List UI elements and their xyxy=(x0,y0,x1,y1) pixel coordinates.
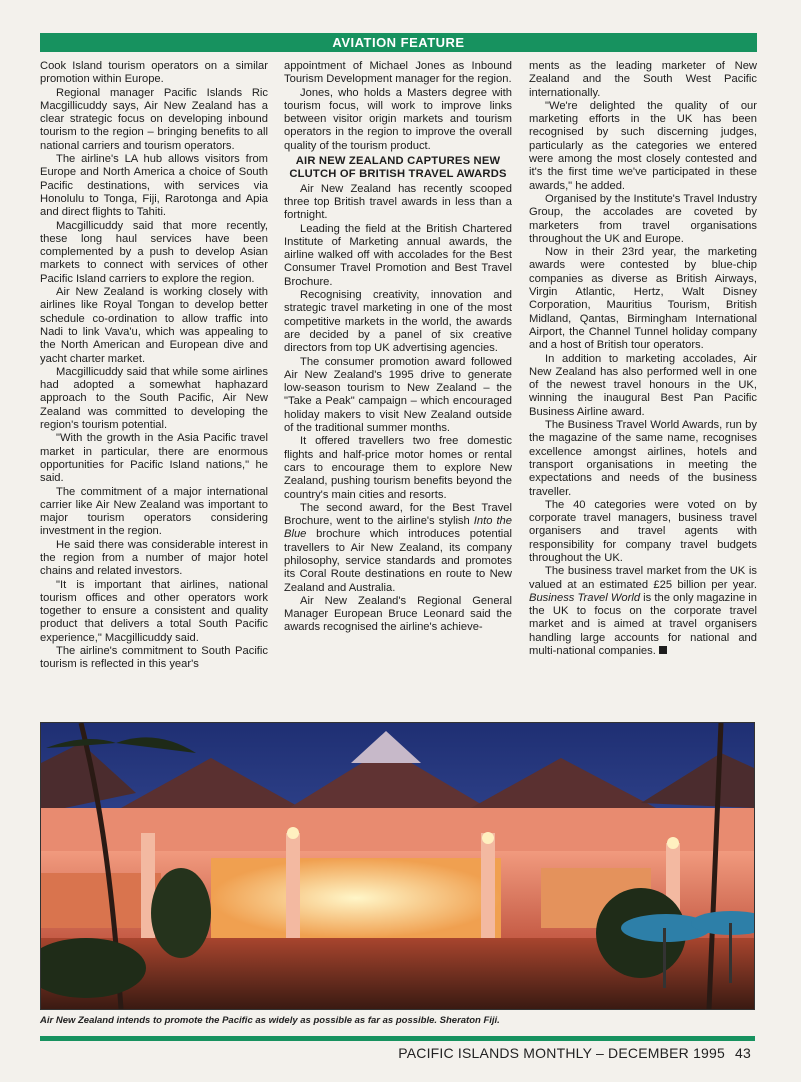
paragraph: Macgillicuddy said that more recently, these long haul services have been complemented by a push to develop Asian markets to connect with services of other Pacific Island carriers to explore the region. xyxy=(40,219,268,285)
paragraph: Air New Zealand has recently scooped three top British travel awards in less than a fortnight. xyxy=(284,182,512,222)
text-run: The business travel market from the UK is valued at an estimated £25 billion per year. xyxy=(529,565,757,591)
paragraph: Now in their 23rd year, the marketing awards were contested by blue-chip companies as diverse as British Airways, Virgin Atlantic, Hertz, Walt Disney Corporation, Mauritius Tourism, British Midland, Qantas, Birmingham International Airport, the Channel Tunnel holiday company and a host of British tour operators. xyxy=(529,246,757,352)
article-column-2 xyxy=(284,60,512,635)
text-run: brochure which introduces potential travellers to Air New Zealand, its company philosophy, service standards and promotes its Coral Route destinations en route to New Zealand and Australia. xyxy=(284,528,512,594)
paragraph: appointment of Michael Jones as Inbound Tourism Development manager for the region. xyxy=(284,60,512,86)
page-number: 43 xyxy=(735,1045,751,1061)
article-column-1 xyxy=(40,60,268,672)
subheading: AIR NEW ZEALAND CAPTURES NEW CLUTCH OF BRITISH TRAVEL AWARDS xyxy=(289,155,507,181)
paragraph: Organised by the Institute's Travel Industry Group, the accolades are coveted by marketers from travel organisations throughout the UK and Europe. xyxy=(529,192,757,245)
paragraph: "It is important that airlines, national tourism offices and other operators work together to ensure a consistent and quality product that delivers a total South Pacific experience," Macgillicuddy said. xyxy=(40,578,268,644)
paragraph: In addition to marketing accolades, Air New Zealand has also performed well in one of the newest travel honours in the UK, winning the inaugural Best Pan Pacific Business Airline award. xyxy=(529,352,757,418)
paragraph: "We're delighted the quality of our marketing efforts in the UK has been recognised by such discerning judges, particularly as the categories we entered were among the most closely contested and it's the first time we've participated in these awards," he added. xyxy=(529,99,757,192)
paragraph: "With the growth in the Asia Pacific travel market in particular, there are enormous opportunities for Pacific Island nations," he said. xyxy=(40,432,268,485)
paragraph: Recognising creativity, innovation and strategic travel marketing in one of the most competitive markets in the world, the awards are decided by a panel of six creative directors from top UK advertising agencies. xyxy=(284,289,512,355)
paragraph: Air New Zealand is working closely with airlines like Royal Tongan to develop better schedule co-ordination to allow traffic into Nadi to link Vava'u, which was appealing to the North American and European dive and yacht charter market. xyxy=(40,286,268,365)
paragraph: Air New Zealand's Regional General Manager European Bruce Leonard said the awards recognised the airline's achieve- xyxy=(284,594,512,634)
article-column-3 xyxy=(529,60,757,658)
paragraph: Jones, who holds a Masters degree with tourism focus, will work to improve links between visitor origin markets and tourism operators in the region to improve the overall quality of the tourism product. xyxy=(284,86,512,152)
paragraph: ments as the leading marketer of New Zealand and the South West Pacific internationally. xyxy=(529,60,757,99)
paragraph: Regional manager Pacific Islands Ric Macgillicuddy says, Air New Zealand has a clear strategic focus on developing inbound tourism to the region – bringing benefits to all national carriers and tourism operators. xyxy=(40,86,268,152)
paragraph: The airline's commitment to South Pacific tourism is reflected in this year's xyxy=(40,645,268,671)
magazine-title: Business Travel World xyxy=(529,591,641,604)
paragraph: The consumer promotion award followed Air New Zealand's 1995 drive to generate low-season tourism to New Zealand – the "Take a Peak" campaign – which encouraged holiday makers to visit New Zealand outside of the traditional summer months. xyxy=(284,355,512,435)
section-banner: AVIATION FEATURE xyxy=(40,33,757,52)
publication-name: PACIFIC ISLANDS MONTHLY – DECEMBER 1995 xyxy=(398,1045,726,1061)
paragraph: Cook Island tourism operators on a similar promotion within Europe. xyxy=(40,60,268,86)
paragraph: He said there was considerable interest in the region from a number of major hotel chains and related investors. xyxy=(40,538,268,578)
page-footer xyxy=(398,1045,751,1061)
paragraph: Leading the field at the British Chartered Institute of Marketing annual awards, the airline walked off with accolades for the Best Consumer Travel Promotion and Best Travel Brochure. xyxy=(284,222,512,288)
paragraph: The airline's LA hub allows visitors from Europe and North America a choice of South Pacific destinations, with services via Honolulu to Tonga, Fiji, Rarotonga and Apia and direct flights to Tahiti. xyxy=(40,153,268,219)
text-run: The second award, for the Best Travel Brochure, went to the airline's stylish xyxy=(284,501,512,528)
paragraph: The Business Travel World Awards, run by the magazine of the same name, recognises excellence amongst airlines, hotels and transport organisations in meeting the expectations and needs of the business traveller. xyxy=(529,419,757,498)
photo-caption: Air New Zealand intends to promote the Pacific as widely as possible as far as possible. Sheraton Fiji. xyxy=(40,1015,500,1026)
paragraph: Macgillicuddy said that while some airlines had adopted a somewhat haphazard approach to the South Pacific, Air New Zealand was committed to developing the region's tourism potential. xyxy=(40,365,268,432)
resort-photo xyxy=(40,722,755,1010)
paragraph: The 40 categories were voted on by corporate travel managers, business travel organisers and travel agents with responsibility for company travel budgets throughout the UK. xyxy=(529,498,757,564)
paragraph xyxy=(284,502,512,595)
text-run: is the only magazine in the UK to focus on the corporate travel market and is aimed at travel organisers handling large accounts for national and multi-national companies. xyxy=(529,591,757,658)
resort-illustration xyxy=(41,723,754,1009)
brochure-title: Into the Blue xyxy=(284,515,512,541)
end-of-article-mark xyxy=(659,646,667,654)
paragraph: It offered travellers two free domestic flights and half-price motor homes or rental cars to encourage them to explore New Zealand, pushing tourism benefits beyond the country's main cities and resorts. xyxy=(284,435,512,501)
footer-rule xyxy=(40,1036,755,1041)
paragraph: The commitment of a major international carrier like Air New Zealand was important to major tourism operators considering investment in the region. xyxy=(40,485,268,538)
paragraph xyxy=(529,565,757,658)
